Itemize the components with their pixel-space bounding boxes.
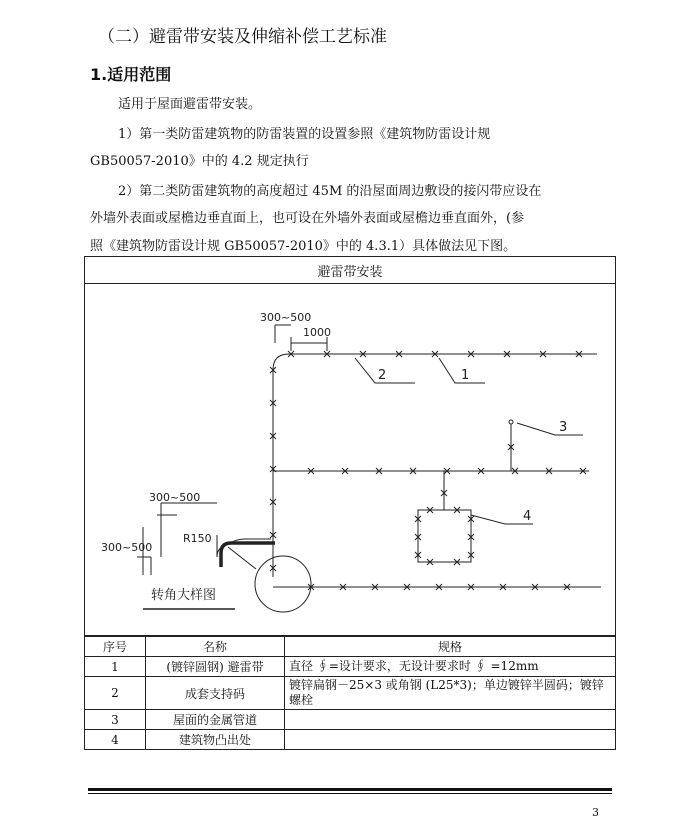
detail-dim-left-label: 300~500 <box>101 541 153 554</box>
callout-1-label: 1 <box>461 368 470 383</box>
table-row <box>85 677 616 710</box>
detail-callout-circle <box>255 556 311 612</box>
detail-callout-leader <box>228 547 256 569</box>
row-name: 建筑物凸出处 <box>146 730 285 750</box>
strip-top-run <box>273 354 597 577</box>
paragraph-class1-line2: GB50057-2010》中的 4.2 规定执行 <box>90 154 309 169</box>
row-name: (镀锌圆钢) 避雷带 <box>146 657 285 677</box>
row-name: 成套支持码 <box>146 677 285 710</box>
detail-caption: 转角大样图 <box>151 588 217 603</box>
row-spec: 镀锌扁钢－25×3 或角钢 (L25*3)；单边镀锌半圆码；镀锌螺栓 <box>285 677 616 710</box>
spec-table <box>84 636 616 750</box>
installation-figure <box>84 256 616 636</box>
header-no: 序号 <box>85 637 146 657</box>
paragraph-scope: 适用于屋面避雷带安装。 <box>118 97 262 112</box>
lightning-strip-diagram <box>85 257 617 637</box>
detail-dim-top-label: 300~500 <box>149 491 201 504</box>
header-name: 名称 <box>146 637 285 657</box>
table-header-row <box>85 637 616 657</box>
figure-title: 避雷带安装 <box>317 265 383 280</box>
row-spec: 直径 ∮=设计要求，无设计要求时 ∮ =12mm <box>285 657 616 677</box>
dim-label-1000: 1000 <box>303 326 331 339</box>
row-name: 屋面的金属管道 <box>146 710 285 730</box>
row-no: 2 <box>85 677 146 710</box>
row-no: 4 <box>85 730 146 750</box>
page-number: 3 <box>592 806 599 819</box>
row-spec <box>285 730 616 750</box>
callout-3-leader <box>517 423 583 435</box>
detail-radius-label: R150 <box>183 532 212 545</box>
paragraph-class2-line1: 2）第二类防雷建筑物的高度超过 45M 的沿屋面周边敷设的接闪带应设在 <box>118 184 542 199</box>
protrusion-outline <box>418 510 471 562</box>
paragraph-class1-line1: 1）第一类防雷建筑物的防雷装置的设置参照《建筑物防雷设计规 <box>118 127 491 142</box>
table-row <box>85 730 616 750</box>
table-row <box>85 657 616 677</box>
footer-rule-thick <box>88 788 612 791</box>
pipe-node <box>509 420 513 424</box>
callout-4-label: 4 <box>523 509 532 524</box>
section-title: 1.适用范围 <box>90 65 172 84</box>
table-row <box>85 710 616 730</box>
dim-label-300-500: 300~500 <box>260 311 312 324</box>
paragraph-class2-line3: 照《建筑物防雷设计规 GB50057-2010》中的 4.3.1）具体做法见下图。 <box>90 239 517 254</box>
callout-2-label: 2 <box>378 368 387 383</box>
header-spec: 规格 <box>285 637 616 657</box>
paragraph-class2-line2: 外墙外表面或屋檐边垂直面上，也可设在外墙外表面或屋檐边垂直面外，(参 <box>90 211 525 226</box>
row-no: 3 <box>85 710 146 730</box>
row-spec <box>285 710 616 730</box>
row-no: 1 <box>85 657 146 677</box>
footer-rule-thin <box>88 793 612 794</box>
page-heading: （二）避雷带安装及伸缩补偿工艺标准 <box>98 27 387 47</box>
callout-3-label: 3 <box>559 420 568 435</box>
